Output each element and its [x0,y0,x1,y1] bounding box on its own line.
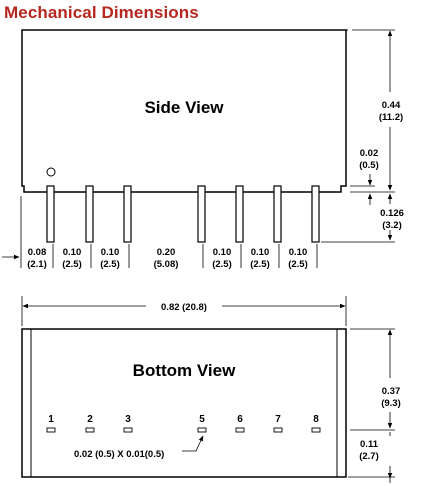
spacing-2-in: 0.10 [62,247,82,258]
side-height-in: 0.44 [381,100,401,111]
pin-number: 7 [275,414,281,425]
spacing-7-in: 0.10 [288,247,308,258]
spacing-6-mm: (2.5) [250,259,270,270]
spacing-5-in: 0.10 [212,247,232,258]
pin-spacing-labels [27,247,308,270]
spacing-1-in: 0.08 [27,247,47,258]
spacing-1-mm: (2.1) [27,259,47,270]
spacing-7-mm: (2.5) [288,259,308,270]
side-pin [312,186,319,242]
side-view-pins [47,186,319,242]
pin1-marker-circle [47,168,55,176]
spacing-3-in: 0.10 [100,247,120,258]
pin-pad [312,428,320,432]
side-view-label: Side View [144,98,224,117]
pin-number: 1 [48,414,54,425]
pin-pad [47,428,55,432]
pin-offset-mm: (2.7) [359,451,379,462]
diagram-title: Mechanical Dimensions [4,3,199,22]
pin-number: 6 [237,414,243,425]
side-pin [236,186,243,242]
pin-pad [274,428,282,432]
bottom-height-dimension [350,329,395,430]
pin-size-label: 0.02 (0.5) X 0.01(0.5) [74,449,165,460]
bottom-view-body [22,329,346,477]
bottom-width-label: 0.82 (20.8) [161,302,207,313]
pin-number: 8 [313,414,319,425]
spacing-3-mm: (2.5) [100,259,120,270]
pin-length-in: 0.126 [380,208,404,219]
side-pin [198,186,205,242]
pin-offset-in: 0.11 [360,439,378,450]
bottom-view-label: Bottom View [132,361,236,380]
standoff-dimension [350,174,375,205]
bottom-view [22,296,401,483]
bottom-height-mm: (9.3) [381,398,401,409]
pin-number: 2 [87,414,93,425]
standoff-in: 0.02 [359,148,379,159]
side-pin [86,186,93,242]
pin-number: 3 [125,414,131,425]
pin-length-mm: (3.2) [382,220,402,231]
standoff-mm: (0.5) [359,160,379,171]
pin-number: 5 [199,414,205,425]
pin-pad [236,428,244,432]
pin-pad [86,428,94,432]
side-pin [124,186,131,242]
side-height-mm: (11.2) [378,112,404,123]
spacing-2-mm: (2.5) [62,259,82,270]
pin-pad [124,428,132,432]
side-view [2,30,404,270]
spacing-5-mm: (2.5) [212,259,232,270]
spacing-6-in: 0.10 [250,247,270,258]
bottom-height-in: 0.37 [381,386,401,397]
pin-pad [198,428,206,432]
side-pin [47,186,54,242]
spacing-4-mm: (5.08) [153,259,179,270]
side-pin [274,186,281,242]
spacing-4-in: 0.20 [156,247,176,258]
